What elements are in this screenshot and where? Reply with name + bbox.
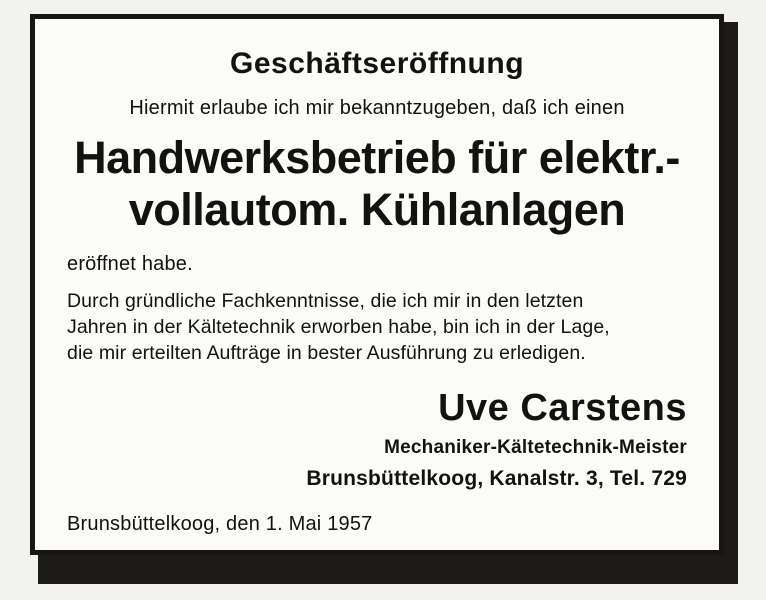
ad-intro-text: Hiermit erlaube ich mir bekanntzugeben, daß ich einen	[129, 97, 625, 119]
ad-opening-note: eröffnet habe.	[67, 252, 193, 275]
ad-content	[45, 27, 709, 542]
ad-business-line-1: Handwerksbetrieb für elektr.-	[74, 132, 680, 183]
ad-frame	[30, 14, 724, 555]
ad-body-line: Jahren in der Kältetechnik erworben habe, bin ich in der Lage,	[67, 316, 610, 339]
ad-profession: Mechaniker-Kältetechnik-Meister	[384, 436, 687, 458]
ad-business-line-2: vollautom. Kühlanlagen	[128, 183, 626, 235]
ad-body-text	[67, 288, 687, 367]
ad-address: Brunsbüttelkoog, Kanalstr. 3, Tel. 729	[306, 466, 687, 490]
ad-signature-name: Uve Carstens	[438, 386, 687, 429]
ad-body-line: Durch gründliche Fachkenntnisse, die ich mir in den letzten	[67, 289, 584, 312]
ad-body-line: die mir erteilten Aufträge in bester Ausführung zu erledigen.	[67, 342, 586, 365]
ad-headline: Geschäftseröffnung	[229, 47, 525, 80]
ad-dateline: Brunsbüttelkoog, den 1. Mai 1957	[67, 512, 373, 535]
